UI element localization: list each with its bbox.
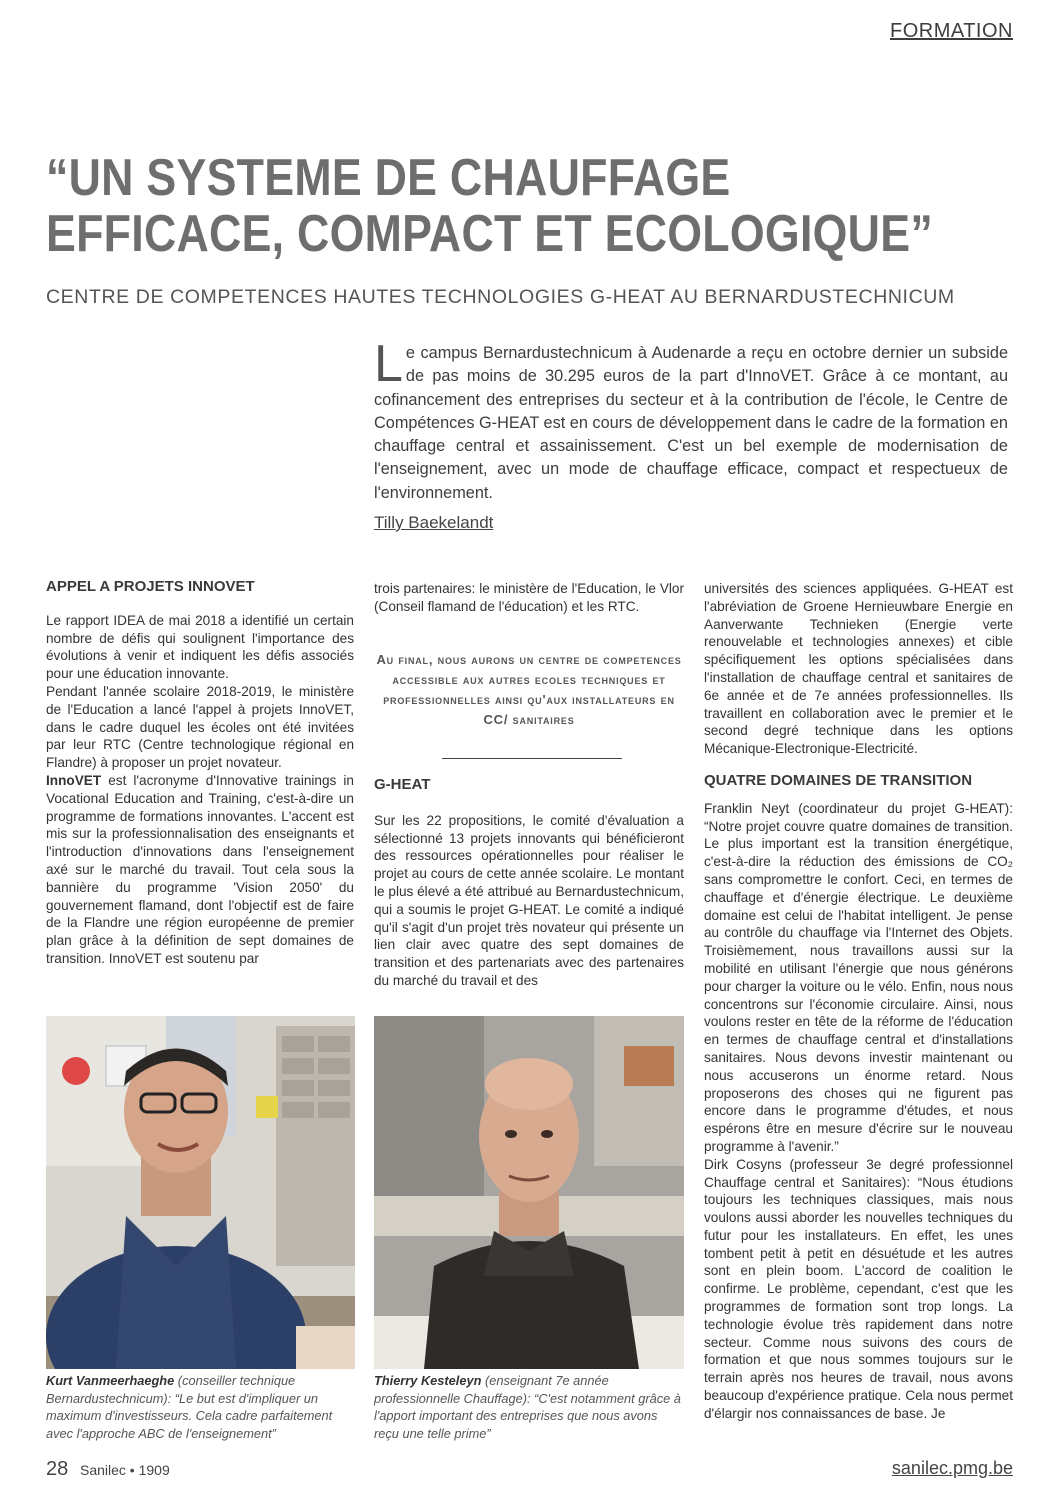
website-link[interactable]: sanilec.pmg.be xyxy=(891,1458,1013,1478)
subtitle: CENTRE DE COMPETENCES HAUTES TECHNOLOGIES G-HEAT AU BERNARDUSTECHNICUM xyxy=(46,286,955,308)
column-2 xyxy=(374,580,684,616)
author-byline: Tilly Baekelandt xyxy=(374,513,494,532)
innovet-bold: InnoVET xyxy=(46,772,102,788)
col3-paragraph-1: universités des sciences appliquées. G-HEAT est l'abréviation de Groene Hernieuwbare Energie en Aanverwante Technieken (Energie verte renouvelable et technologies annexes) et cible spécifiquement les options spécialisées dans l'installation de chauffage central et sanitaires de 6e année et de 7e années professionnelles. Ils travaillent en collaboration avec le premier et le second degré technique dans les options Mécanique-Electronique-Electricité. xyxy=(704,581,1013,757)
caption-2-text: (enseignant 7e année professionnelle Chauffage): “C'est notamment grâce à l'apport important des entreprises que nous avons reçu une telle prime” xyxy=(374,1373,681,1441)
section-tag: FORMATION xyxy=(889,20,1013,42)
col1-paragraph-2: Pendant l'année scolaire 2018-2019, le ministère de l'Education a lancé l'appel à projets InnoVET, dans le cadre duquel les écoles ont été invitées par leur RTC (Centre technologique régional en Flandre) à proposer un projet novateur. xyxy=(46,683,354,771)
caption-1-text: (conseiller technique Bernardustechnicum): “Le but est d'impliquer un maximum d'investisseurs. Cela cadre parfaitement avec l'approche ABC de l'enseignement” xyxy=(46,1373,333,1441)
col3-paragraph-2: Franklin Neyt (coordinateur du projet G-HEAT): “Notre projet couvre quatre domaines de transition. Le plus important est la transition énergétique, c'est-à-dire la réduction des émissions de CO₂ sans compromettre le confort. Ceci, en termes de chauffage et d'énergie électrique. Le deuxième domaine est celui de l'habitat intelligent. Je pense au contrôle du chauffage via l'Internet des Objets. Troisièmement, nous travaillons aussi sur la mobilité en utilisant l'énergie que nous générons pour charger la voiture ou le vélo. Enfin, nous nous concentrons sur l'économie circulaire. Ainsi, nous voulons rester en tête de la réforme de l'éducation en termes de chauffage central et d'installations sanitaires. Nous devons investir maintenant ou nous accuserons un énorme retard. Nous proposerons des choses qui ne figurent pas encore dans le programme d'études, et nous espérons être en mesure d'écrire sur le nouveau programme à l'avenir.” xyxy=(704,800,1013,1154)
intro-text: e campus Bernardustechnicum à Audenarde a reçu en octobre dernier un subside de pas moins de 30.295 euros de la part d'InnoVET. Grâce à ce montant, au cofinancement des entreprises du secteur et à la contribution de l'école, le Centre de Compétences G-HEAT est en cours de développement dans le cadre de la formation en chauffage central et assainissement. C'est un bel exemple de modernisation de l'enseignement, avec un mode de chauffage efficace, compact et respectueux de l'environnement. xyxy=(374,344,1008,502)
caption-2-name: Thierry Kesteleyn xyxy=(374,1373,482,1388)
headline-line-2: EFFICACE, COMPACT ET ECOLOGIQUE” xyxy=(46,205,933,263)
photo-caption-1 xyxy=(46,1372,354,1442)
heading-appel-a-projets: APPEL A PROJETS INNOVET xyxy=(46,578,255,595)
column-2-lower xyxy=(374,776,684,990)
pull-quote: Au final, nous aurons un centre de competences accessible aux autres ecoles techniques et professionnelles ainsi qu'aux installateurs en CC/ sanitaires xyxy=(376,652,682,727)
col2-paragraph-2: Sur les 22 propositions, le comité d'évaluation a sélectionné 13 projets innovants qui bénéficieront des ressources opérationnelles pour réaliser le projet au cours de cette année scolaire. Le montant le plus élevé a été attribué au Bernardustechnicum, qui a soumis le projet G-HEAT. Le comité a indiqué qu'il s'agit d'un projet très novateur qui présente un lien clair avec quatre des sept domaines de transition et des partenariats avec des partenaires du marché du travail et des xyxy=(374,812,684,988)
column-1 xyxy=(46,578,354,968)
col2-paragraph-1: trois partenaires: le ministère de l'Education, le Vlor (Conseil flamand de l'éducation) et les RTC. xyxy=(374,581,684,614)
heading-quatre-domaines: QUATRE DOMAINES DE TRANSITION xyxy=(704,771,973,789)
column-3 xyxy=(704,580,1013,1423)
magazine-issue: Sanilec • 1909 xyxy=(80,1462,170,1478)
page-number: 28 xyxy=(46,1458,69,1480)
headline xyxy=(46,149,933,263)
caption-1-name: Kurt Vanmeerhaeghe xyxy=(46,1373,175,1388)
col3-paragraph-3: Dirk Cosyns (professeur 3e degré professionnel Chauffage central et Sanitaires): “Nous étudions toujours les techniques classiques, mais nous voulons aussi aborder les nouvelles techniques du futur pour les installateurs. En effet, les unes tombent petit à petit en désuétude et les autres sont en plein boom. L'accord de coalition le confirme. Le problème, cependant, c'est que les programmes de formation sont trop longs. La technologie évolue très rapidement dans notre secteur. Comme nous suivons des cours de formation et que nous sommes toujours sur le terrain après nos heures de travail, nous avons beaucoup d'expérience pratique. Cela nous permet d'élargir nos connaissances de base. Je xyxy=(704,1156,1013,1421)
photo-caption-2 xyxy=(374,1372,684,1442)
dropcap: L xyxy=(374,335,403,393)
col1-paragraph-1: Le rapport IDEA de mai 2018 a identifié un certain nombre de défis qui soulignent l'importance des évolutions à venir et indiquent les défis associés pour une éducation innovante. xyxy=(46,612,354,682)
col1-paragraph-3 xyxy=(46,772,354,968)
photo-kurt-vanmeerhaeghe xyxy=(46,1016,355,1369)
headline-line-1: “UN SYSTEME DE CHAUFFAGE xyxy=(46,149,731,207)
intro-paragraph xyxy=(374,335,1008,505)
photo-thierry-kesteleyn xyxy=(374,1016,684,1369)
photo-2-illustration xyxy=(374,1016,684,1369)
col1-paragraph-3-text: est l'acronyme d'Innovative trainings in Vocational Education and Training, c'est-à-dire un programme de formations innovantes. L'accent est mis sur la professionnalisation des enseignants et l'introduction d'innovations dans l'enseignement axé sur le marché du travail. Tout cela sous la bannière du programme 'Vision 2050' du gouvernement flamand, dont l'objectif est de faire de la Flandre une région européenne de premier plan grâce à la définition de sept domaines de transition. InnoVET est soutenu par xyxy=(46,772,354,966)
photo-1-illustration xyxy=(46,1016,355,1369)
pull-quote-rule xyxy=(442,758,622,759)
heading-g-heat: G-HEAT xyxy=(374,776,431,793)
